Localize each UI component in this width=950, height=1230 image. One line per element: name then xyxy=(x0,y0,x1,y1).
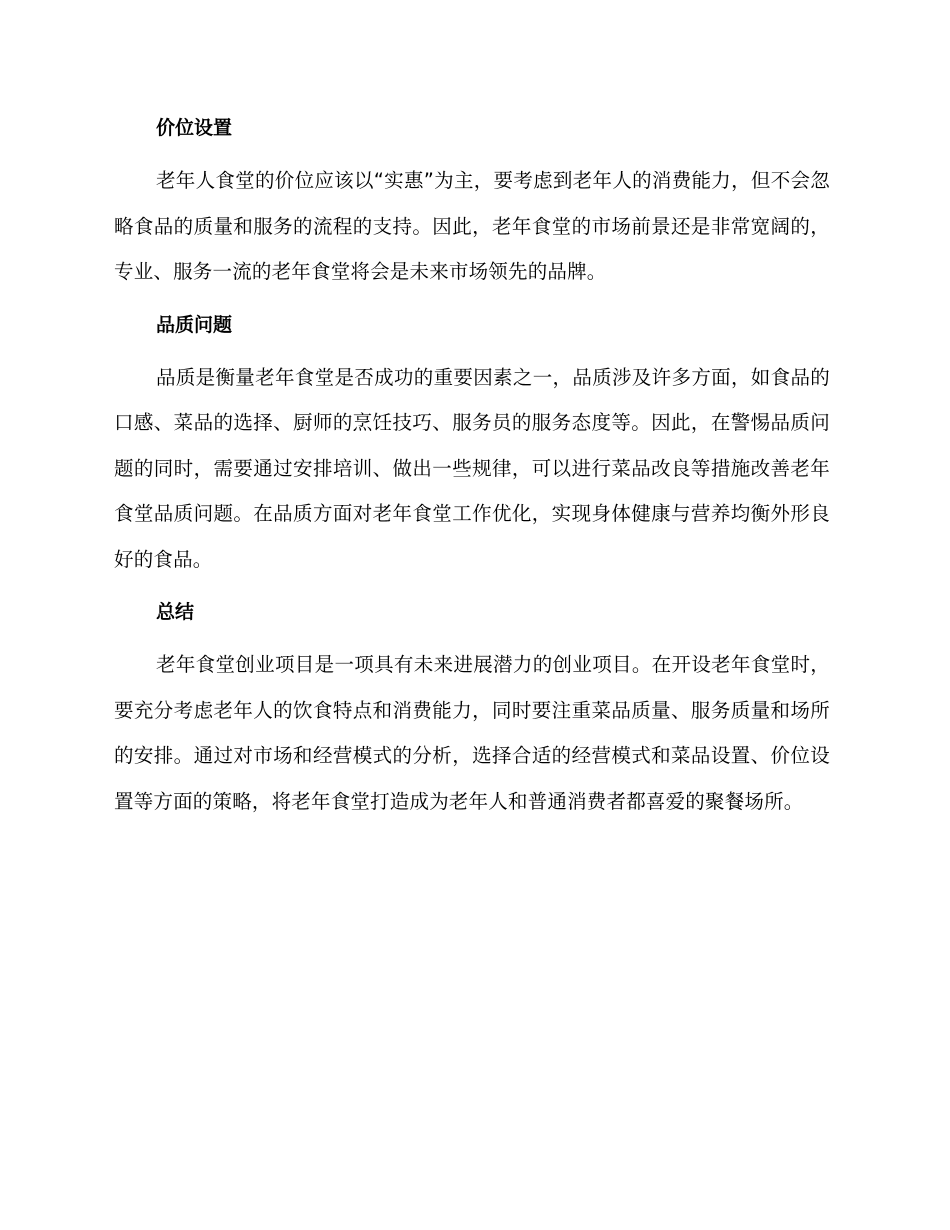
section-paragraph: 老年人食堂的价位应该以“实惠”为主，要考虑到老年人的消费能力，但不会忽略食品的质量和服务的流程的支持。因此，老年食堂的市场前景还是非常宽阔的，专业、服务一流的老年食堂将会是未来市场领先的品牌。 xyxy=(114,169,830,283)
section-heading: 品质问题 xyxy=(156,313,233,336)
document-body xyxy=(114,112,830,838)
section-quality-issues xyxy=(114,309,830,583)
section-heading: 总结 xyxy=(156,601,195,623)
section-summary xyxy=(114,596,830,824)
section-heading: 价位设置 xyxy=(156,117,233,139)
section-price-setting xyxy=(114,112,830,295)
section-paragraph: 品质是衡量老年食堂是否成功的重要因素之一，品质涉及许多方面，如食品的口感、菜品的选择、厨师的烹饪技巧、服务员的服务态度等。因此，在警惕品质问题的同时，需要通过安排培训、做出一些规律，可以进行菜品改良等措施改善老年食堂品质问题。在品质方面对老年食堂工作优化，实现身体健康与营养均衡外形良好的食品。 xyxy=(114,365,830,571)
section-paragraph: 老年食堂创业项目是一项具有未来进展潜力的创业项目。在开设老年食堂时，要充分考虑老年人的饮食特点和消费能力，同时要注重菜品质量、服务质量和场所的安排。通过对市场和经营模式的分析，选择合适的经营模式和菜品设置、价位设置等方面的策略，将老年食堂打造成为老年人和普通消费者都喜爱的聚餐场所。 xyxy=(114,653,830,813)
